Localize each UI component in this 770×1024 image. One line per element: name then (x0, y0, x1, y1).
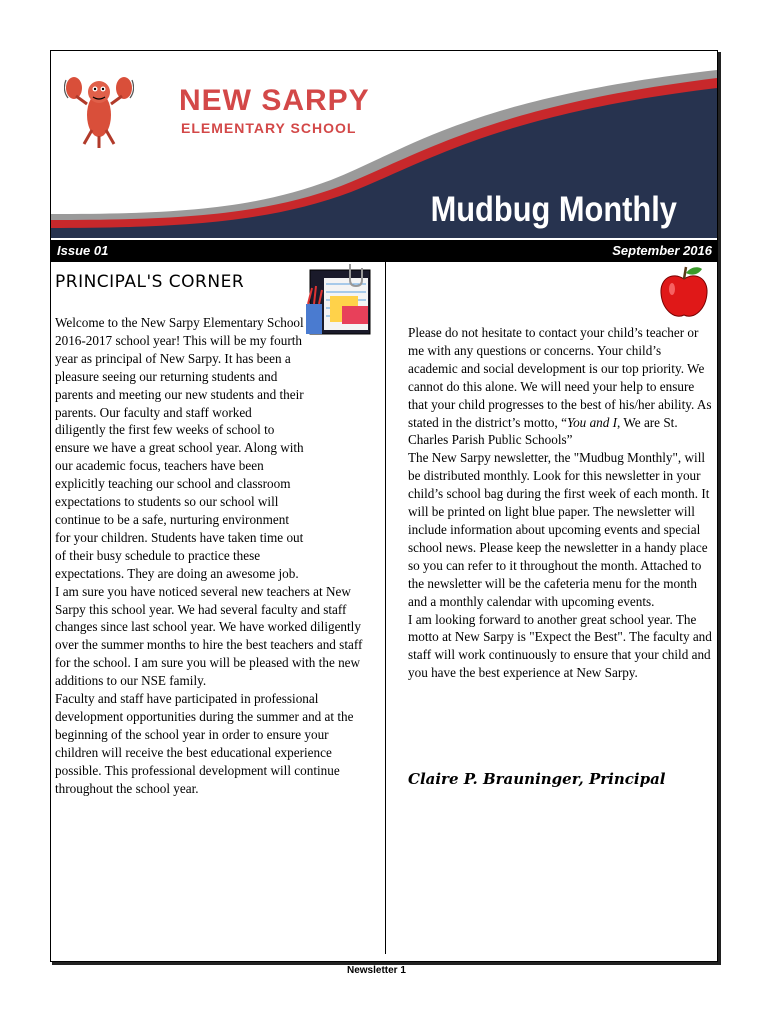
contact-text-start: Please do not hesitate to contact your child’s teacher or me with any questions or concerns. Your child’s academic and social development is our top priority. We cannot do this alone. We will need your help to ensure that your child progresses to the best of his/her ability. As stated in the district’s motto, “ (408, 325, 712, 430)
principal-signature: Claire P. Brauninger, Principal (408, 770, 666, 788)
school-type: ELEMENTARY SCHOOL (181, 120, 357, 136)
frame-shadow-right (718, 52, 721, 964)
issue-date: September 2016 (612, 243, 712, 258)
column-divider (385, 262, 386, 954)
section-heading: PRINCIPAL'S CORNER (55, 272, 245, 292)
paragraph-newsletter-info: The New Sarpy newsletter, the "Mudbug Monthly", will be distributed monthly. Look for this newsletter in your child’s school bag during the first week of each month. It will be printed on light blue paper. The newsletter will include information about upcoming events and special school news. Please keep the newsletter in a handy place so you can refer to it throughout the month. Attached to the newsletter will be the cafeteria menu for the month and a monthly calendar with upcoming events. (408, 450, 710, 609)
contact-text-end: , We are St. Charles Parish Public Schools” (408, 414, 678, 448)
paragraph-left-2: Faculty and staff have participated in professional development opportunities during the summer and at the beginning of the school year in order to ensure your children will receive the best educational experience possible. This professional development will continue throughout the school year. (55, 691, 354, 796)
paragraph-closing: I am looking forward to another great school year. The motto at New Sarpy is "Expect the Best". The faculty and staff will work continuously to ensure that your child and you have the best experience at New Sarpy. (408, 611, 712, 681)
newsletter-banner (51, 62, 717, 238)
school-name: NEW SARPY (179, 84, 370, 117)
issue-bar (51, 240, 717, 262)
page-footer: Newsletter 1 (347, 965, 406, 976)
district-motto: You and I (566, 414, 618, 430)
paragraph-welcome: Welcome to the New Sarpy Elementary School 2016-2017 school year! This will be my fourth year as principal of New Sarpy. It has been a pleasure seeing our returning students and parents and meeting our new students and their parents. Our faculty and staff worked diligently the first few weeks of school to ensure we have a great school year. Along with our academic focus, teachers have been explicitly teaching our school and classroom expectations to students so our school will continue to be a safe, nurturing environment for your children. Students have taken time out of their busy schedule to practice these expectations. They are doing an awesome job. (55, 315, 304, 581)
right-column (408, 324, 714, 682)
apple-icon (658, 265, 710, 321)
paragraph-left-1: I am sure you have noticed several new teachers at New Sarpy this school year. We had several faculty and staff changes since last school year. We have worked diligently over the summer months to hire the best teachers and staff for the school. I am sure you will be pleased with the new additions to our NSE family. (55, 583, 363, 689)
crawfish-mascot-icon (64, 70, 134, 150)
newsletter-title: Mudbug Monthly (430, 190, 677, 229)
left-column (55, 314, 365, 797)
paragraph-contact (408, 324, 714, 449)
issue-number: Issue 01 (57, 243, 109, 258)
